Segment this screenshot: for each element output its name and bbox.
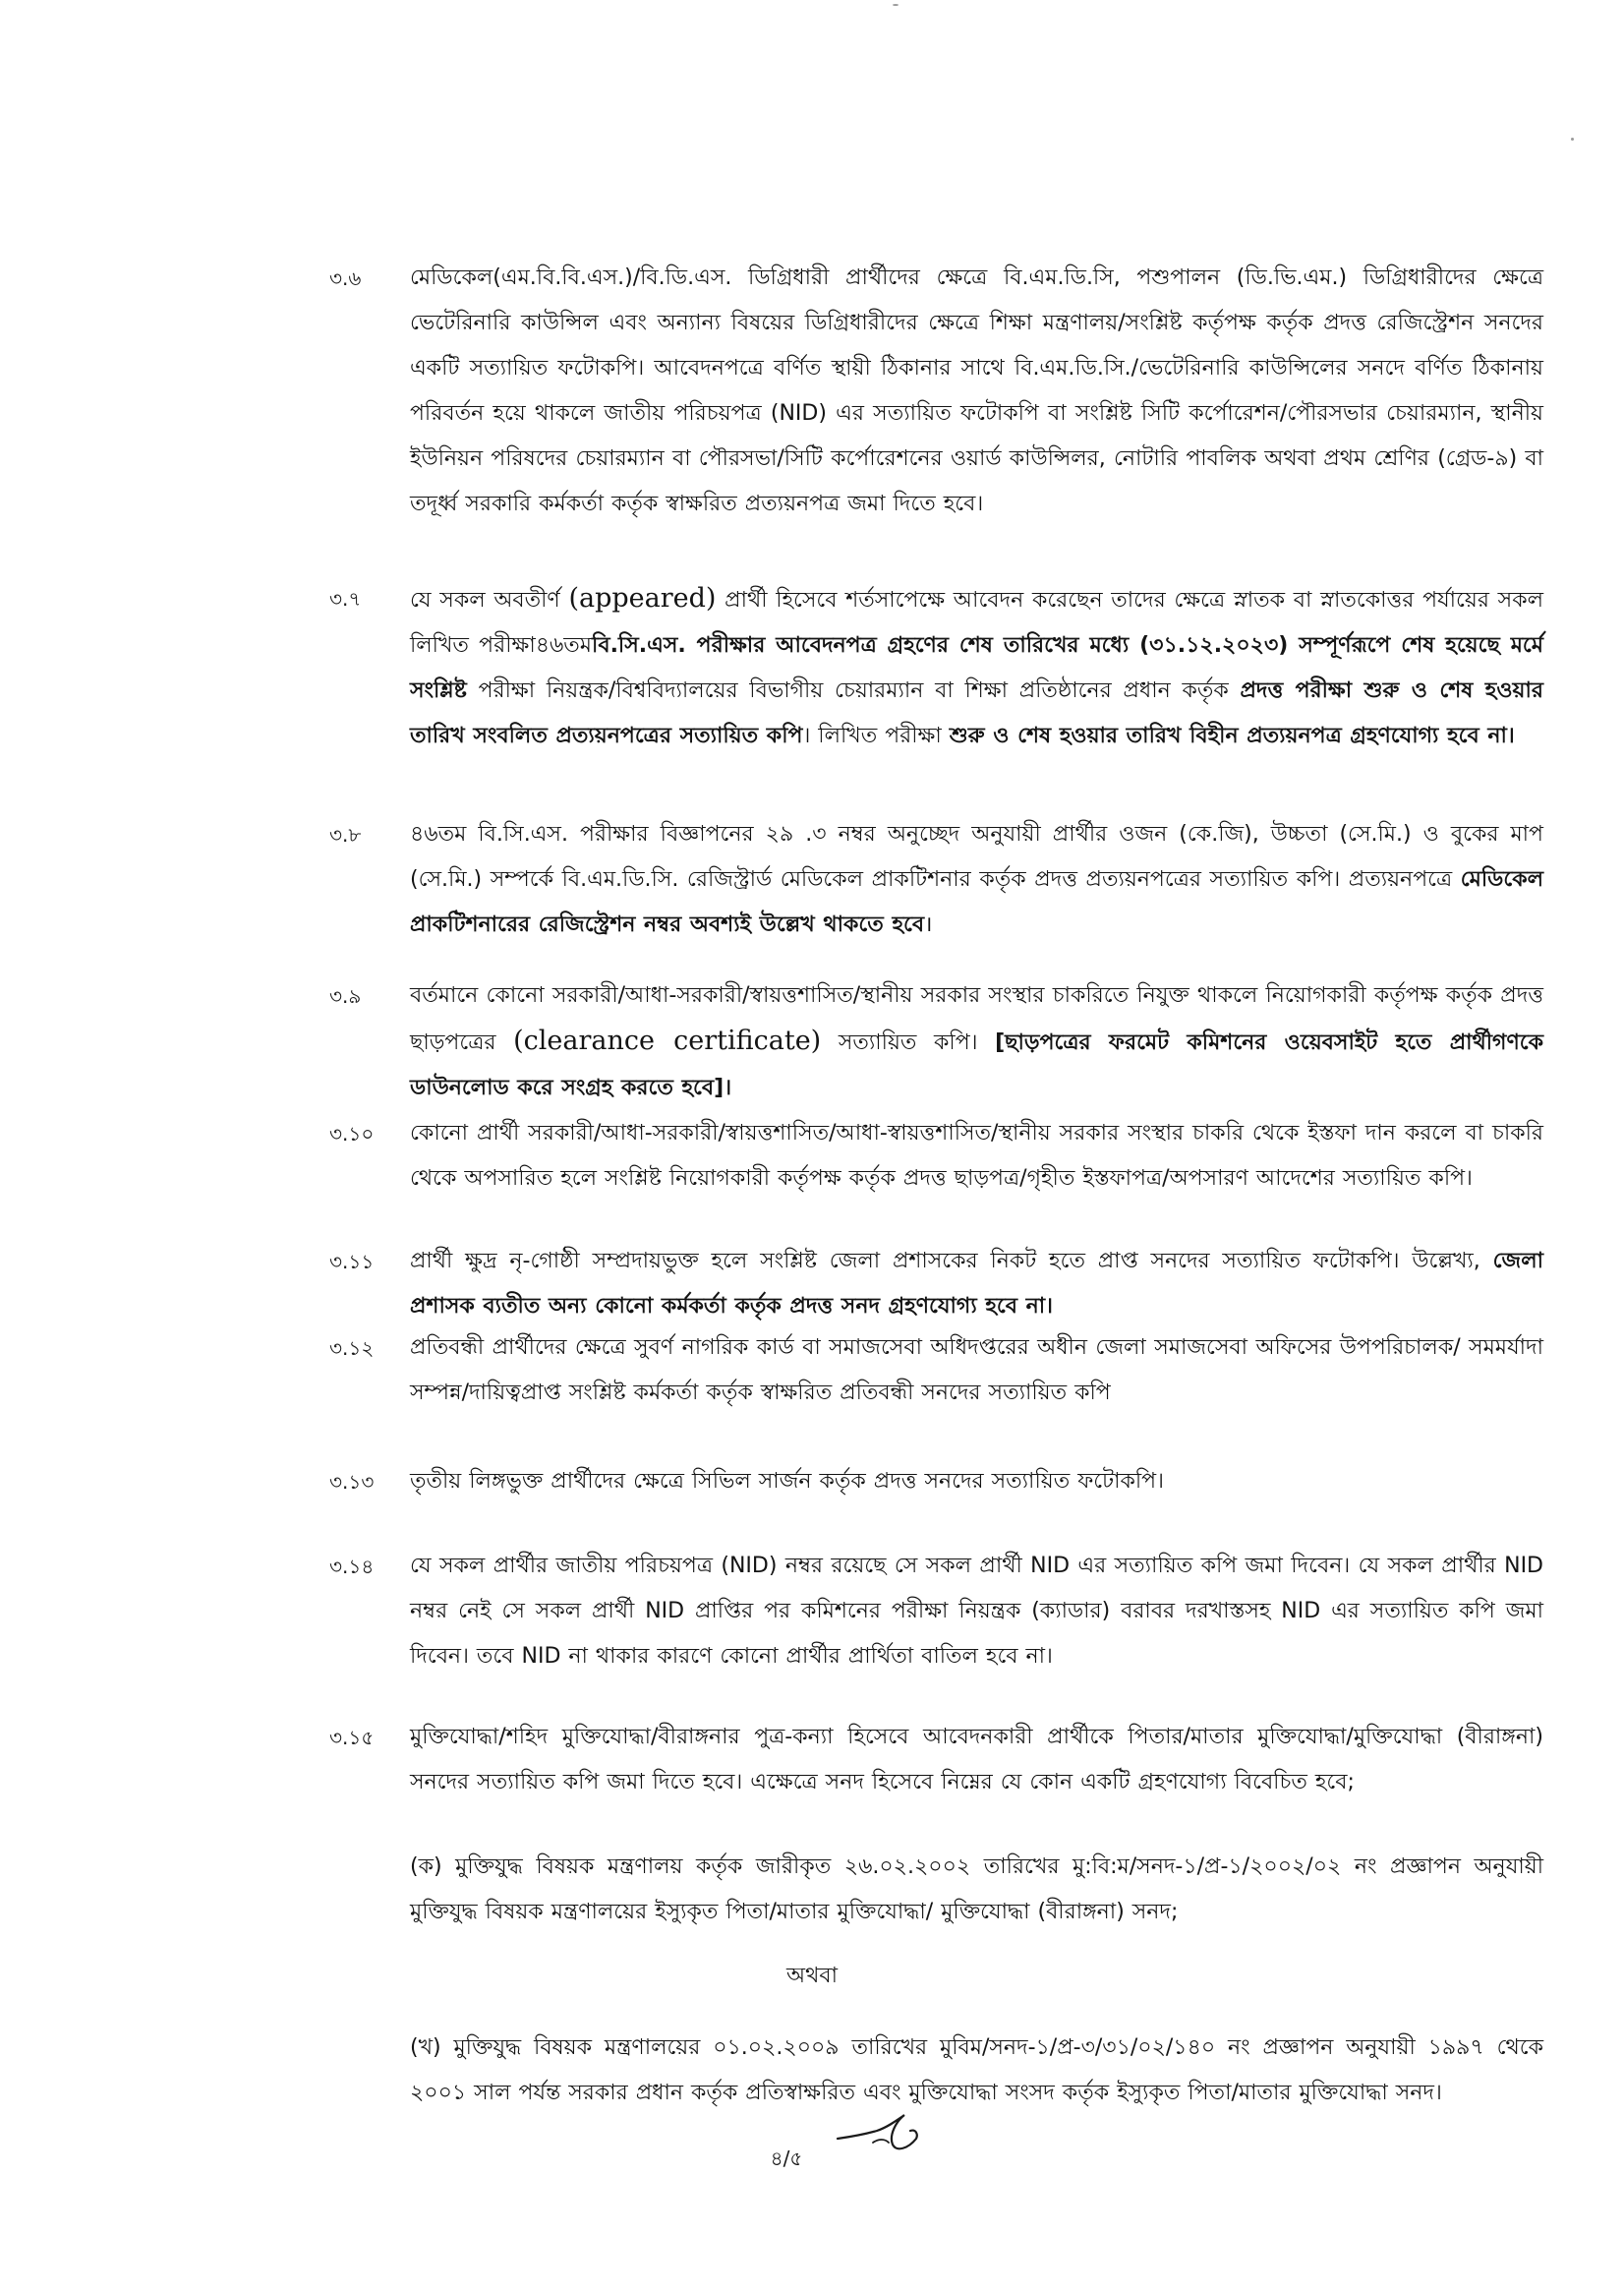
body-text: ৪৬তম বি.সি.এস. পরীক্ষার বিজ্ঞাপনের ২৯ .৩ নম্বর অনুচ্ছেদ অনুযায়ী প্রার্থীর ওজন (কে.জি), উচ্চতা (সে.মি.) ও বুকের মাপ (সে.মি.) সম্পর্কে বি.এম.ডি.সি. রেজিস্ট্রার্ড মেডিকেল প্রাকটিশনার কর্তৃক প্রদত্ত প্রত্যয়নপত্রের সত্যায়িত কপি। প্রত্যয়নপত্রে xyxy=(410,822,1543,892)
clause-text xyxy=(410,812,1543,948)
body-text: মুক্তিযোদ্ধা/শহিদ মুক্তিযোদ্ধা/বীরাঙ্গনার পুত্র-কন্যা হিসেবে আবেদনকারী প্রার্থীকে পিতার/মাতার মুক্তিযোদ্ধা/মুক্তিযোদ্ধা (বীরাঙ্গনা) সনদের সত্যায়িত কপি জমা দিতে হবে। এক্ষেত্রে সনদ হিসেবে নিম্নের যে কোন একটি গ্রহণযোগ্য বিবেচিত হবে; xyxy=(410,1725,1543,1794)
body-text: । লিখিত পরীক্ষা xyxy=(802,724,950,748)
body-text: সত্যায়িত কপি। xyxy=(821,1030,996,1055)
clause-text xyxy=(410,2026,1543,2116)
clause-number: ৩.১৩ xyxy=(329,1470,375,1494)
clause-text xyxy=(410,973,1543,1111)
body-text: প্রার্থী ক্ষুদ্র নৃ-গোষ্ঠী সম্প্রদায়ভুক্ত হলে সংশ্লিষ্ট জেলা প্রশাসকের নিকট হতে প্রাপ্ত সনদের সত্যায়িত ফটোকপি। উল্লেখ্য, xyxy=(410,1249,1493,1273)
emphasized-text: জেলা প্রশাসক ব্যতীত অন্য কোনো কর্মকর্তা কর্তৃক প্রদত্ত সনদ গ্রহণযোগ্য হবে না। xyxy=(410,1249,1543,1319)
body-text: (খ) মুক্তিযুদ্ধ বিষয়ক মন্ত্রণালয়ের ০১.০২.২০০৯ তারিখের মুবিম/সনদ-১/প্র-৩/৩১/০২/১৪০ নং প্রজ্ঞাপন অনুযায়ী ১৯৯৭ থেকে ২০০১ সাল পর্যন্ত সরকার প্রধান কর্তৃক প্রতিস্বাক্ষরিত এবং মুক্তিযোদ্ধা সংসদ কর্তৃক ইস্যুকৃত পিতা/মাতার মুক্তিযোদ্ধা সনদ। xyxy=(410,2035,1543,2105)
emphasized-text: শুরু ও শেষ হওয়ার তারিখ বিহীন প্রত্যয়নপত্র গ্রহণযোগ্য হবে না। xyxy=(949,724,1515,748)
clause-text xyxy=(410,256,1543,527)
clause-number: ৩.১৪ xyxy=(329,1555,375,1578)
body-text: (ক) মুক্তিযুদ্ধ বিষয়ক মন্ত্রণালয় কর্তৃক জারীকৃত ২৬.০২.২০০২ তারিখের মু:বি:ম/সনদ-১/প্র-১/২০০২/০২ নং প্রজ্ঞাপন অনুযায়ী মুক্তিযুদ্ধ বিষয়ক মন্ত্রণালয়ের ইস্যুকৃত পিতা/মাতার মুক্তিযোদ্ধা/ মুক্তিযোদ্ধা (বীরাঙ্গনা) সনদ; xyxy=(410,1854,1543,1924)
clause-text xyxy=(410,1111,1543,1202)
clause-number: ৩.১০ xyxy=(329,1122,375,1146)
scan-speck xyxy=(1571,138,1574,141)
body-text: তৃতীয় লিঙ্গভুক্ত প্রার্থীদের ক্ষেত্রে সিভিল সার্জন কর্তৃক প্রদত্ত সনদের সত্যায়িত ফটোকপি। xyxy=(410,1469,1164,1494)
signature-mark xyxy=(834,2109,922,2158)
clause-text xyxy=(410,1715,1543,1805)
body-text: যে সকল অবতীর্ণ xyxy=(410,588,569,613)
clause-text xyxy=(410,1544,1543,1679)
clause-number: ৩.৭ xyxy=(329,587,362,611)
clause-number: ৩.৯ xyxy=(329,984,362,1008)
page-number: ৪/৫ xyxy=(770,2146,803,2170)
clause-text xyxy=(410,1845,1543,1935)
scan-speck xyxy=(893,4,899,6)
clause-number: ৩.৬ xyxy=(329,266,362,290)
separator-text: অথবা xyxy=(786,1964,838,1988)
clause-number: ৩.১১ xyxy=(329,1250,375,1273)
body-text: (clearance certificate) xyxy=(513,1026,822,1056)
clause-text xyxy=(410,1325,1543,1416)
emphasized-text: বি.সি.এস. পরীক্ষার আবেদনপত্র গ্রহণের শেষ তারিখের মধ্যে (৩১.১২.২০২৩) সম্পূর্ণরূপে শেষ হয়েছে মর্মে সংশ্লিষ্ট xyxy=(410,633,1543,703)
clause-text xyxy=(410,1459,1543,1504)
clause-text xyxy=(410,1239,1543,1329)
emphasized-text: প্রদত্ত পরীক্ষা শুরু ও শেষ হওয়ার তারিখ সংবলিত প্রত্যয়নপত্রের সত্যায়িত কপি xyxy=(410,678,1543,748)
body-text: প্রতিবন্ধী প্রার্থীদের ক্ষেত্রে সুবর্ণ নাগরিক কার্ড বা সমাজসেবা অধিদপ্তরের অধীন জেলা সমাজসেবা অফিসের উপপরিচালক/ সমমর্যাদা সম্পন্ন/দায়িত্বপ্রাপ্ত সংশ্লিষ্ট কর্মকর্তা কর্তৃক স্বাক্ষরিত প্রতিবন্ধী সনদের সত্যায়িত কপি xyxy=(410,1335,1543,1405)
body-text: পরীক্ষা নিয়ন্ত্রক/বিশ্ববিদ্যালয়ের বিভাগীয় চেয়ারম্যান বা শিক্ষা প্রতিষ্ঠানের প্রধান কর্তৃক xyxy=(466,678,1241,703)
body-text: যে সকল প্রার্থীর জাতীয় পরিচয়পত্র (NID) নম্বর রয়েছে সে সকল প্রার্থী NID এর সত্যায়িত কপি জমা দিবেন। যে সকল প্রার্থীর NID নম্বর নেই সে সকল প্রার্থী NID প্রাপ্তির পর কমিশনের পরীক্ষা নিয়ন্ত্রক (ক্যাডার) বরাবর দরখাস্তসহ NID এর সত্যায়িত কপি জমা দিবেন। তবে NID না থাকার কারণে কোনো প্রার্থীর প্রার্থিতা বাতিল হবে না। xyxy=(410,1554,1543,1669)
body-text: (appeared) xyxy=(568,583,717,614)
emphasized-text: [ছাড়পত্রের ফরমেট কমিশনের ওয়েবসাইট হতে প্রার্থীগণকে ডাউনলোড করে সংগ্রহ করতে হবে]। xyxy=(410,1030,1544,1100)
clause-number: ৩.১৫ xyxy=(329,1726,375,1749)
body-text: । xyxy=(924,912,933,937)
body-text: প্রার্থী হিসেবে শর্তসাপেক্ষে আবেদন করেছেন তাদের ক্ষেত্রে স্নাতক বা স্নাতকোত্তর পর্যায়ের সকল লিখিত পরীক্ষা৪৬তম xyxy=(410,588,1543,658)
body-text: বর্তমানে কোনো সরকারী/আধা-সরকারী/স্বায়ত্তশাসিত/স্থানীয় সরকার সংস্থার চাকরিতে নিযুক্ত থাকলে নিয়োগকারী কর্তৃপক্ষ কর্তৃক প্রদত্ত ছাড়পত্রের xyxy=(410,983,1543,1055)
clause-number: ৩.১২ xyxy=(329,1336,375,1360)
clause-number: ৩.৮ xyxy=(329,823,362,847)
emphasized-text: মেডিকেল প্রাকটিশনারের রেজিস্ট্রেশন নম্বর অবশ্যই উল্লেখ থাকতে হবে xyxy=(410,867,1543,937)
body-text: মেডিকেল(এম.বি.বি.এস.)/বি.ডি.এস. ডিগ্রিধারী প্রার্থীদের ক্ষেত্রে বি.এম.ডি.সি, পশুপালন (ডি.ভি.এম.) ডিগ্রিধারীদের ক্ষেত্রে ভেটেরিনারি কাউন্সিল এবং অন্যান্য বিষয়ের ডিগ্রিধারীদের ক্ষেত্রে শিক্ষা মন্ত্রণালয়/সংশ্লিষ্ট কর্তৃপক্ষ কর্তৃক প্রদত্ত রেজিস্ট্রেশন সনদের একটি সত্যায়িত ফটোকপি। আবেদনপত্রে বর্ণিত স্থায়ী ঠিকানার সাথে বি.এম.ডি.সি./ভেটেরিনারি কাউন্সিলের সনদে বর্ণিত ঠিকানায় পরিবর্তন হয়ে থাকলে জাতীয় পরিচয়পত্র (NID) এর সত্যায়িত ফটোকপি বা সংশ্লিষ্ট সিটি কর্পোরেশন/পৌরসভার চেয়ারম্যান, স্থানীয় ইউনিয়ন পরিষদের চেয়ারম্যান বা পৌরসভা/সিটি কর্পোরেশনের ওয়ার্ড কাউন্সিলর, নোটারি পাবলিক অথবা প্রথম শ্রেণির (গ্রেড-৯) বা তদূর্ধ্ব সরকারি কর্মকর্তা কর্তৃক স্বাক্ষরিত প্রত্যয়নপত্র জমা দিতে হবে। xyxy=(410,265,1543,516)
body-text: কোনো প্রার্থী সরকারী/আধা-সরকারী/স্বায়ত্তশাসিত/আধা-স্বায়ত্তশাসিত/স্থানীয় সরকার সংস্থার চাকরি থেকে ইস্তফা দান করলে বা চাকরি থেকে অপসারিত হলে সংশ্লিষ্ট নিয়োগকারী কর্তৃপক্ষ কর্তৃক প্রদত্ত ছাড়পত্র/গৃহীত ইস্তফাপত্র/অপসারণ আদেশের সত্যায়িত কপি। xyxy=(410,1121,1543,1191)
clause-text xyxy=(410,576,1543,759)
